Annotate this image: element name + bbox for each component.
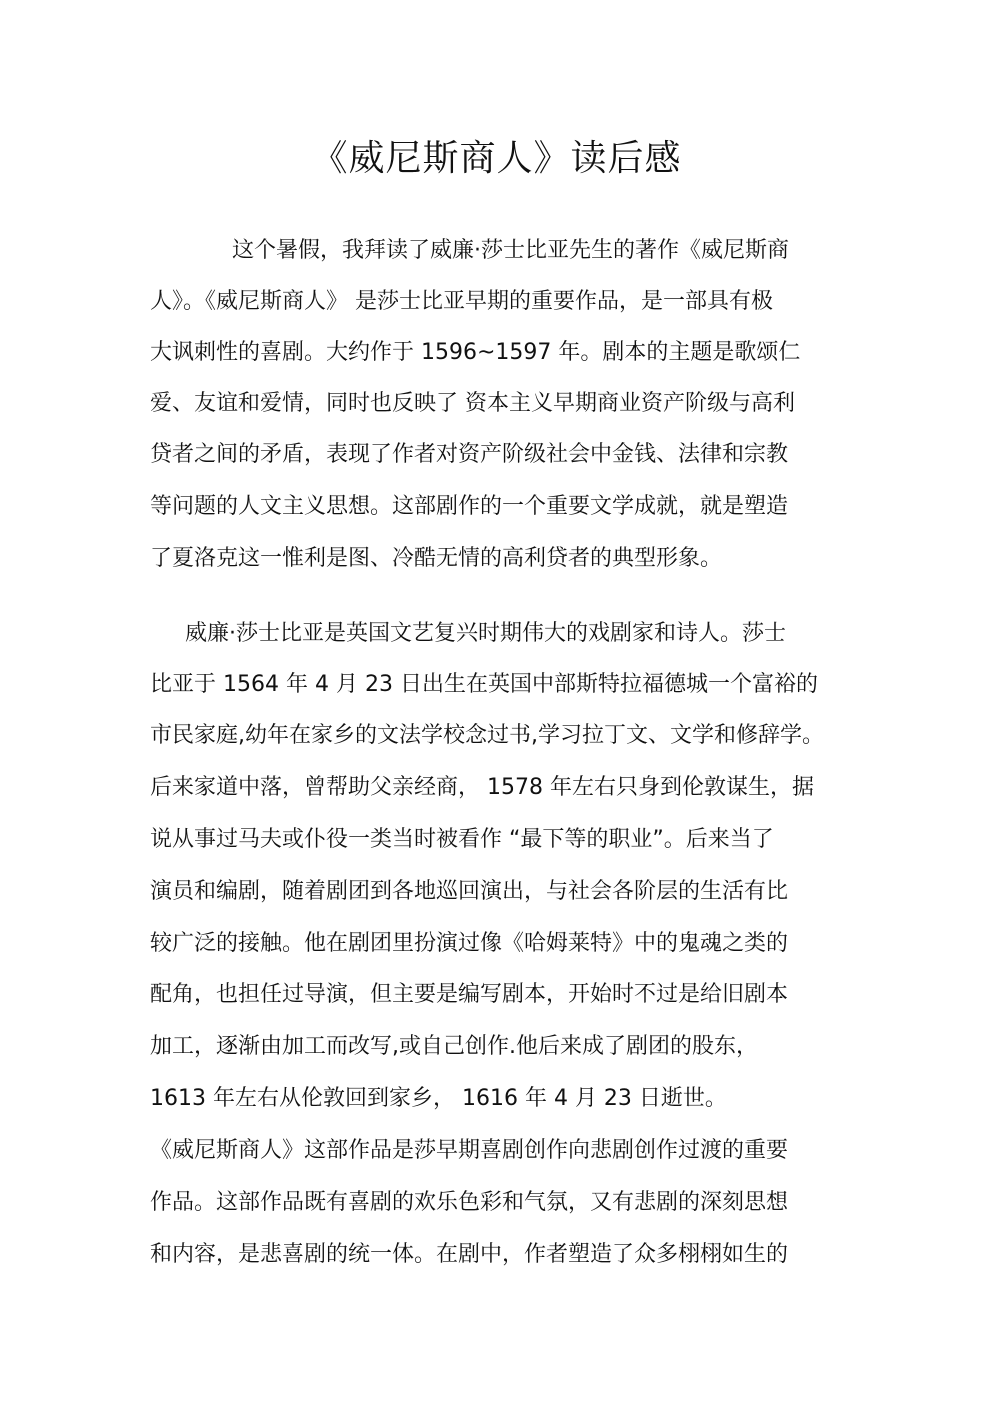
paragraph-line: 演员和编剧，随着剧团到各地巡回演出，与社会各阶层的生活有比 (150, 879, 789, 904)
paragraph-line: 威廉·莎士比亚是英国文艺复兴时期伟大的戏剧家和诗人。莎士 (185, 621, 786, 646)
paragraph-line: 说从事过马夫或仆役一类当时被看作 “最下等的职业”。后来当了 (150, 827, 774, 852)
paragraph-line: 和内容，是悲喜剧的统一体。在剧中，作者塑造了众多栩栩如生的 (150, 1242, 789, 1267)
paragraph-line: 人》。《威尼斯商人》 是莎士比亚早期的重要作品，是一部具有极 (150, 289, 773, 314)
document-title: 《威尼斯商人》读后感 (311, 138, 682, 179)
paragraph-line: 爱、友谊和爱情，同时也反映了 资本主义早期商业资产阶级与高利 (150, 391, 795, 416)
paragraph-line: 等问题的人文主义思想。这部剧作的一个重要文学成就，就是塑造 (150, 494, 789, 519)
paragraph-line: 市民家庭,幼年在家乡的文法学校念过书,学习拉丁文、文学和修辞学。 (150, 723, 824, 748)
paragraph-line: 配角，也担任过导演，但主要是编写剧本，开始时不过是给旧剧本 (150, 982, 789, 1007)
paragraph-line: 了夏洛克这一惟利是图、冷酷无情的高利贷者的典型形象。 (150, 546, 723, 571)
paragraph-line: 1613 年左右从伦敦回到家乡， 1616 年 4 月 23 日逝世。 (150, 1086, 727, 1111)
paragraph-line: 加工，逐渐由加工而改写,或自己创作.他后来成了剧团的股东， (150, 1034, 758, 1059)
paragraph-line: 后来家道中落，曾帮助父亲经商， 1578 年左右只身到伦敦谋生，据 (150, 775, 814, 800)
paragraph-line: 大讽刺性的喜剧。大约作于 1596~1597 年。剧本的主题是歌颂仁 (150, 340, 801, 365)
paragraph-line: 贷者之间的矛盾，表现了作者对资产阶级社会中金钱、法律和宗教 (150, 442, 789, 467)
paragraph-line: 这个暑假，我拜读了威廉·莎士比亚先生的著作《威尼斯商 (232, 238, 789, 263)
paragraph-line: 《威尼斯商人》这部作品是莎早期喜剧创作向悲剧创作过渡的重要 (150, 1138, 789, 1163)
paragraph-line: 比亚于 1564 年 4 月 23 日出生在英国中部斯特拉福德城一个富裕的 (150, 672, 818, 697)
paragraph-line: 较广泛的接触。他在剧团里扮演过像《哈姆莱特》中的鬼魂之类的 (150, 931, 789, 956)
paragraph-line: 作品。这部作品既有喜剧的欢乐色彩和气氛，又有悲剧的深刻思想 (150, 1190, 789, 1215)
